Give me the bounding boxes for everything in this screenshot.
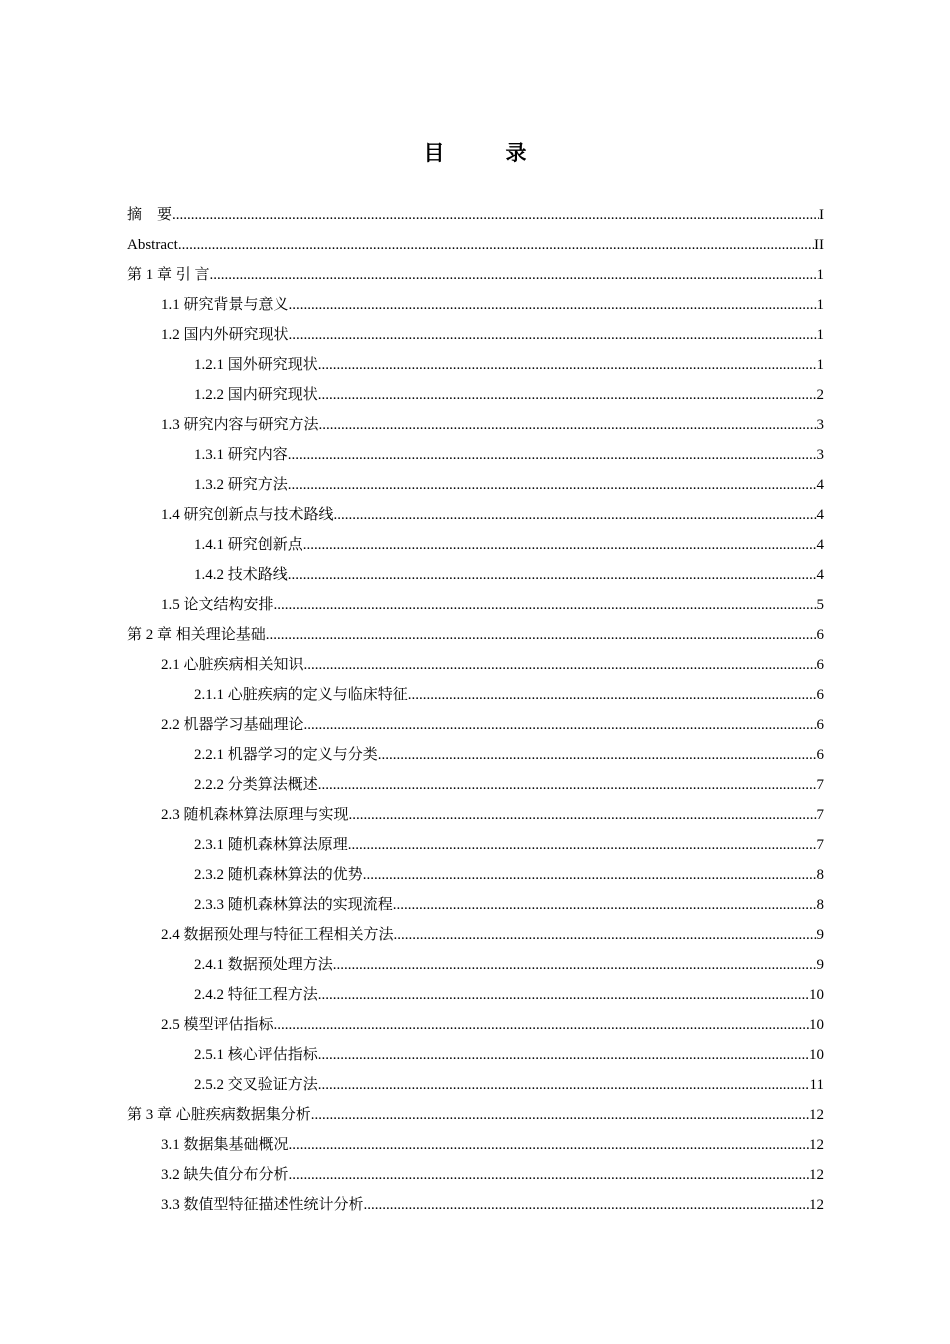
toc-entry[interactable] <box>127 920 824 950</box>
toc-dot-leader <box>318 770 817 800</box>
toc-entry-page-number: 10 <box>809 1017 824 1033</box>
toc-entry[interactable] <box>127 950 824 980</box>
toc-entry[interactable] <box>127 590 824 620</box>
toc-entry-page-number: 6 <box>816 717 824 733</box>
toc-entry-title: 2.1 心脏疾病相关知识 <box>161 657 304 673</box>
toc-entry[interactable] <box>127 410 824 440</box>
toc-entry[interactable] <box>127 830 824 860</box>
toc-dot-leader <box>304 650 817 680</box>
toc-entry[interactable] <box>127 710 824 740</box>
toc-entry[interactable] <box>127 290 824 320</box>
toc-entry-page-number: I <box>819 207 824 223</box>
toc-dot-leader <box>333 950 817 980</box>
toc-entry-page-number: 11 <box>809 1077 824 1093</box>
toc-dot-leader <box>349 800 817 830</box>
toc-entry-page-number: 1 <box>816 297 824 313</box>
toc-entry-page-number: 6 <box>816 627 824 643</box>
toc-dot-leader <box>210 260 817 290</box>
toc-entry-title: 2.2.2 分类算法概述 <box>194 777 318 793</box>
toc-entry-page-number: 12 <box>809 1137 824 1153</box>
toc-entry[interactable] <box>127 1190 824 1220</box>
toc-dot-leader <box>289 1130 809 1160</box>
toc-entry-title: 2.5 模型评估指标 <box>161 1017 274 1033</box>
toc-dot-leader <box>288 440 817 470</box>
toc-entry-page-number: 4 <box>816 567 824 583</box>
toc-entry-page-number: 3 <box>816 447 824 463</box>
toc-dot-leader <box>318 1040 809 1070</box>
toc-entry-title: 2.3 随机森林算法原理与实现 <box>161 807 349 823</box>
toc-entry-title: 1.4 研究创新点与技术路线 <box>161 507 334 523</box>
toc-dot-leader <box>289 320 817 350</box>
toc-entry-title: 摘 要 <box>127 207 173 223</box>
toc-entry-page-number: 4 <box>816 537 824 553</box>
toc-entry-title: 2.3.2 随机森林算法的优势 <box>194 867 363 883</box>
toc-entry-title: 1.3 研究内容与研究方法 <box>161 417 319 433</box>
toc-entry-page-number: 7 <box>816 777 824 793</box>
toc-entry-page-number: 9 <box>816 927 824 943</box>
toc-entry-page-number: 6 <box>816 657 824 673</box>
toc-entry[interactable] <box>127 200 824 230</box>
toc-entry[interactable] <box>127 650 824 680</box>
toc-entry[interactable] <box>127 230 824 260</box>
toc-dot-leader <box>318 380 817 410</box>
toc-title: 目 录 <box>423 141 547 165</box>
toc-entry-title: 1.3.1 研究内容 <box>194 447 288 463</box>
toc-dot-leader <box>394 920 817 950</box>
toc-entry[interactable] <box>127 500 824 530</box>
toc-entry[interactable] <box>127 1130 824 1160</box>
toc-entry-page-number: 1 <box>816 267 824 283</box>
toc-entry[interactable] <box>127 380 824 410</box>
toc-entry-page-number: 3 <box>816 417 824 433</box>
table-of-contents <box>127 200 824 1220</box>
toc-entry-title: 2.4 数据预处理与特征工程相关方法 <box>161 927 394 943</box>
toc-entry-title: 2.5.1 核心评估指标 <box>194 1047 318 1063</box>
toc-entry[interactable] <box>127 1010 824 1040</box>
toc-entry-page-number: 12 <box>809 1167 824 1183</box>
toc-dot-leader <box>172 200 819 230</box>
toc-entry-title: 3.1 数据集基础概况 <box>161 1137 289 1153</box>
toc-entry-page-number: 6 <box>816 747 824 763</box>
toc-entry[interactable] <box>127 1040 824 1070</box>
toc-dot-leader <box>393 890 817 920</box>
toc-entry[interactable] <box>127 1160 824 1190</box>
toc-dot-leader <box>289 290 817 320</box>
toc-entry[interactable] <box>127 440 824 470</box>
toc-entry[interactable] <box>127 1070 824 1100</box>
toc-dot-leader <box>274 1010 809 1040</box>
toc-entry[interactable] <box>127 770 824 800</box>
toc-entry-title: 第 2 章 相关理论基础 <box>127 627 266 643</box>
toc-entry-page-number: 4 <box>816 507 824 523</box>
toc-entry-page-number: 1 <box>816 357 824 373</box>
toc-entry-title: 1.4.1 研究创新点 <box>194 537 303 553</box>
toc-entry-title: 1.2.2 国内研究现状 <box>194 387 318 403</box>
toc-entry-page-number: 5 <box>816 597 824 613</box>
toc-entry-page-number: 7 <box>816 837 824 853</box>
toc-entry-page-number: II <box>814 237 824 253</box>
toc-dot-leader <box>311 1100 809 1130</box>
toc-entry-title: 2.2.1 机器学习的定义与分类 <box>194 747 378 763</box>
toc-entry[interactable] <box>127 860 824 890</box>
toc-entry-title: 1.4.2 技术路线 <box>194 567 288 583</box>
toc-entry-page-number: 12 <box>809 1197 824 1213</box>
toc-dot-leader <box>288 560 817 590</box>
toc-entry-page-number: 4 <box>816 477 824 493</box>
toc-dot-leader <box>178 230 814 260</box>
toc-entry-title: 1.2.1 国外研究现状 <box>194 357 318 373</box>
toc-dot-leader <box>319 410 817 440</box>
toc-entry-title: 1.5 论文结构安排 <box>161 597 274 613</box>
toc-entry[interactable] <box>127 680 824 710</box>
toc-entry-page-number: 1 <box>816 327 824 343</box>
toc-entry[interactable] <box>127 800 824 830</box>
toc-entry[interactable] <box>127 980 824 1010</box>
toc-entry[interactable] <box>127 620 824 650</box>
toc-entry-title: 第 3 章 心脏疾病数据集分析 <box>127 1107 311 1123</box>
toc-entry-title: 2.4.1 数据预处理方法 <box>194 957 333 973</box>
toc-entry-page-number: 10 <box>809 1047 824 1063</box>
toc-entry[interactable] <box>127 560 824 590</box>
toc-entry-title: 第 1 章 引 言 <box>127 267 210 283</box>
toc-entry-title: Abstract <box>127 237 178 253</box>
toc-dot-leader <box>266 620 817 650</box>
toc-entry-page-number: 12 <box>809 1107 824 1123</box>
toc-entry-page-number: 8 <box>816 867 824 883</box>
toc-entry-title: 2.3.1 随机森林算法原理 <box>194 837 348 853</box>
toc-entry[interactable] <box>127 320 824 350</box>
toc-entry-title: 1.3.2 研究方法 <box>194 477 288 493</box>
toc-dot-leader <box>303 530 817 560</box>
toc-dot-leader <box>318 350 817 380</box>
toc-dot-leader <box>304 710 817 740</box>
toc-entry-title: 1.2 国内外研究现状 <box>161 327 289 343</box>
toc-dot-leader <box>334 500 817 530</box>
toc-dot-leader <box>318 1070 810 1100</box>
toc-dot-leader <box>318 980 809 1010</box>
toc-dot-leader <box>289 1160 809 1190</box>
toc-entry-page-number: 2 <box>816 387 824 403</box>
toc-dot-leader <box>288 470 817 500</box>
toc-entry-title: 2.4.2 特征工程方法 <box>194 987 318 1003</box>
toc-entry[interactable] <box>127 350 824 380</box>
toc-dot-leader <box>378 740 817 770</box>
toc-entry[interactable] <box>127 470 824 500</box>
toc-entry-title: 2.5.2 交叉验证方法 <box>194 1077 318 1093</box>
toc-entry-page-number: 10 <box>809 987 824 1003</box>
toc-entry[interactable] <box>127 260 824 290</box>
toc-dot-leader <box>363 860 817 890</box>
toc-entry-title: 2.1.1 心脏疾病的定义与临床特征 <box>194 687 408 703</box>
toc-entry-title: 2.3.3 随机森林算法的实现流程 <box>194 897 393 913</box>
toc-dot-leader <box>274 590 817 620</box>
toc-entry-page-number: 7 <box>816 807 824 823</box>
toc-dot-leader <box>364 1190 809 1220</box>
toc-entry-page-number: 6 <box>816 687 824 703</box>
toc-entry[interactable] <box>127 1100 824 1130</box>
toc-entry-title: 2.2 机器学习基础理论 <box>161 717 304 733</box>
toc-entry[interactable] <box>127 740 824 770</box>
toc-dot-leader <box>348 830 817 860</box>
toc-entry-page-number: 8 <box>816 897 824 913</box>
toc-entry-title: 1.1 研究背景与意义 <box>161 297 289 313</box>
toc-entry-page-number: 9 <box>816 957 824 973</box>
toc-entry-title: 3.3 数值型特征描述性统计分析 <box>161 1197 364 1213</box>
toc-entry[interactable] <box>127 530 824 560</box>
toc-entry-title: 3.2 缺失值分布分析 <box>161 1167 289 1183</box>
toc-dot-leader <box>408 680 817 710</box>
toc-entry[interactable] <box>127 890 824 920</box>
